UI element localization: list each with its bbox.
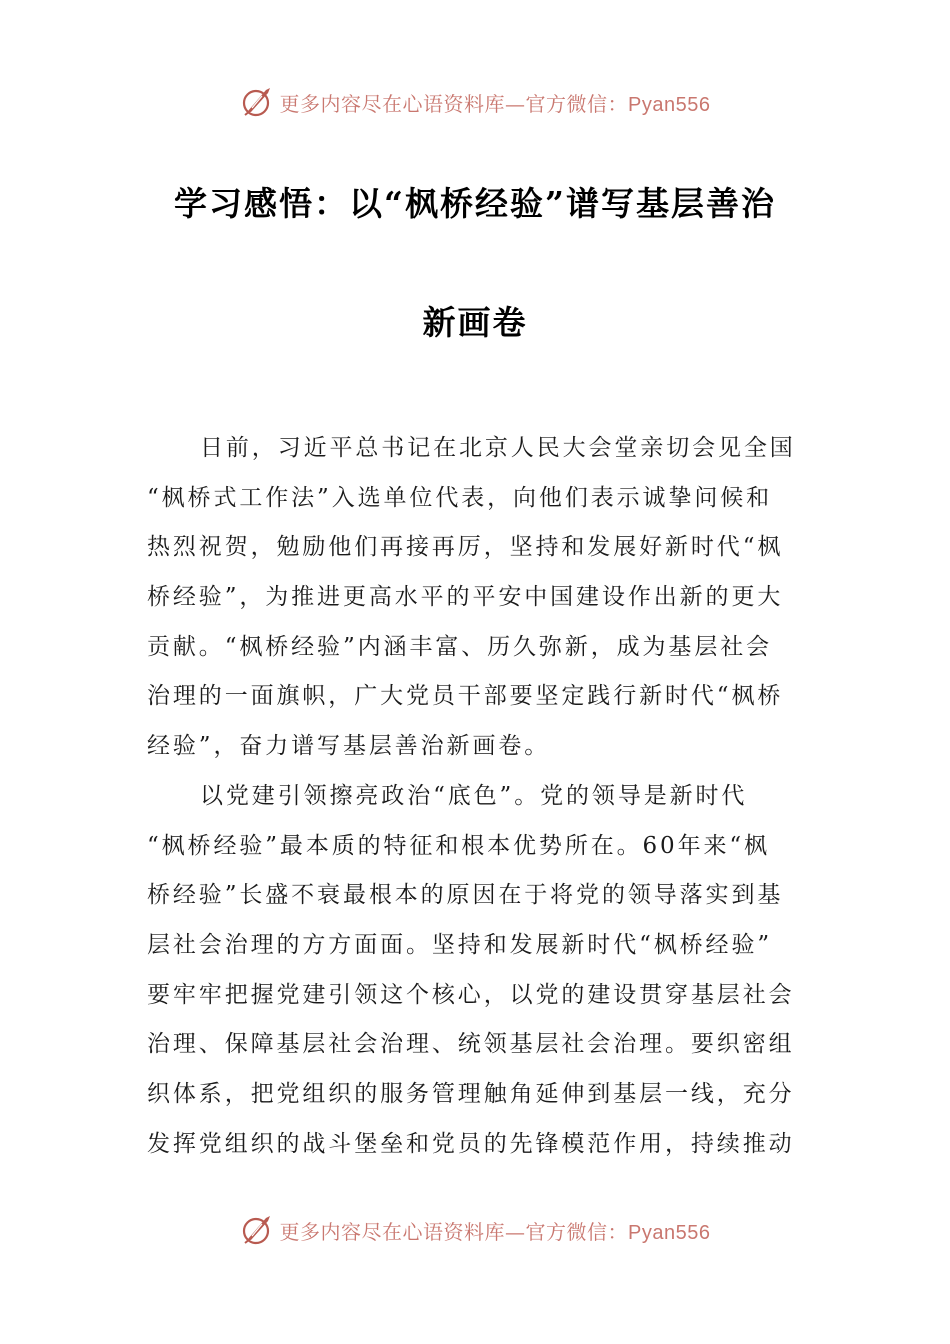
header-banner bbox=[0, 80, 950, 124]
body-line: 织体系，把党组织的服务管理触角延伸到基层一线，充分 bbox=[147, 1080, 795, 1107]
body-line: 以党建引领擦亮政治“底色”。党的领导是新时代 bbox=[200, 782, 748, 809]
body-line: 桥经验”，为推进更高水平的平安中国建设作出新的更大 bbox=[147, 584, 784, 611]
banner-wechat-id: Pyan556 bbox=[628, 93, 711, 116]
document-body bbox=[147, 424, 805, 1169]
body-line: 发挥党组织的战斗堡垒和党员的先锋模范作用，持续推动 bbox=[147, 1130, 795, 1157]
body-line: 要牢牢把握党建引领这个核心，以党的建设贯穿基层社会 bbox=[147, 981, 795, 1008]
quill-pen-logo-icon bbox=[240, 1212, 276, 1248]
footer-banner bbox=[0, 1208, 950, 1252]
body-line: 治理、保障基层社会治理、统领基层社会治理。要织密组 bbox=[147, 1031, 795, 1058]
banner-wechat-id: Pyan556 bbox=[628, 1221, 711, 1244]
quill-pen-logo-icon bbox=[240, 84, 276, 120]
body-line: 热烈祝贺，勉励他们再接再厉，坚持和发展好新时代“枫 bbox=[147, 534, 784, 561]
document-title-line-1: 学习感悟：以“枫桥经验”谱写基层善治 bbox=[174, 184, 776, 223]
body-line: 贡献。“枫桥经验”内涵丰富、历久弥新，成为基层社会 bbox=[147, 633, 773, 660]
body-line: 层社会治理的方方面面。坚持和发展新时代“枫桥经验” bbox=[147, 931, 773, 958]
body-line: 经验”，奋力谱写基层善治新画卷。 bbox=[147, 733, 551, 760]
body-line: 日前，习近平总书记在北京人民大会堂亲切会见全国 bbox=[200, 435, 796, 461]
body-line: 桥经验”长盛不衰最根本的原因在于将党的领导落实到基 bbox=[147, 882, 784, 909]
banner-text bbox=[280, 1216, 711, 1245]
body-line: 治理的一面旗帜，广大党员干部要坚定践行新时代“枫桥 bbox=[147, 683, 784, 710]
banner-promo-text: 更多内容尽在心语资料库—官方微信： bbox=[279, 1219, 629, 1244]
body-line: “枫桥式工作法”入选单位代表，向他们表示诚挚问候和 bbox=[147, 484, 773, 511]
banner-text bbox=[280, 88, 711, 117]
body-line: “枫桥经验”最本质的特征和根本优势所在。60年来“枫 bbox=[147, 832, 770, 859]
banner-promo-text: 更多内容尽在心语资料库—官方微信： bbox=[279, 91, 629, 116]
document-title-line-2: 新画卷 bbox=[422, 303, 528, 342]
